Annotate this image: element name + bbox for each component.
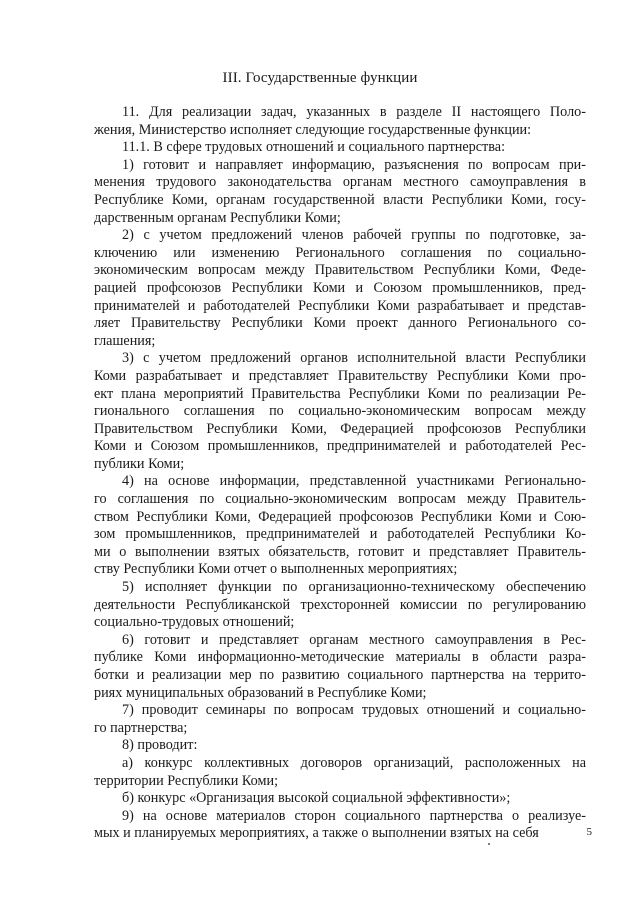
text-line: деятельности Республиканской трехсторонней комиссии по регулированию xyxy=(94,596,586,613)
text-line: 11.1. В сфере трудовых отношений и социального партнерства: xyxy=(122,139,506,156)
paragraph xyxy=(94,579,586,632)
text-line: ботки и реализации мер по развитию социального партнерства на террито- xyxy=(94,667,586,683)
text-line: 3) с учетом предложений органов исполнительной власти Республики xyxy=(122,350,586,367)
text-line: публике Коми информационно-методические материалы в области разра- xyxy=(94,649,586,666)
text-line: экономическим вопросам между Правительством Республики Коми, Феде- xyxy=(94,262,586,279)
text-line: ству Республики Коми отчет о выполненных мероприятиях; xyxy=(94,561,458,578)
text-line: 6) готовит и представляет органам местного самоуправления в Рес- xyxy=(122,631,586,648)
paragraph xyxy=(94,350,586,473)
text-line: ством Республики Коми, Федерацией профсоюзов Республики Коми и Сою- xyxy=(94,508,586,525)
paragraph xyxy=(94,473,586,579)
paragraph xyxy=(94,737,586,755)
text-line: рацией профсоюзов Республики Коми и Союзом промышленников, пред- xyxy=(94,279,586,296)
text-line: 1) готовит и направляет информацию, разъяснения по вопросам при- xyxy=(122,156,586,173)
paragraph xyxy=(94,790,586,808)
paragraph xyxy=(94,808,586,843)
text-line: 9) на основе материалов сторон социального партнерства о реализуе- xyxy=(122,807,586,824)
scan-speck xyxy=(488,843,490,845)
text-line: мых и планируемых мероприятиях, а также о выполнении взятых на себя xyxy=(94,825,539,842)
text-line: менения трудового законодательства органам местного самоуправления в xyxy=(94,174,586,191)
text-line: ляет Правительству Республики Коми проект данного Регионального со- xyxy=(94,315,586,332)
text-line: Правительством Республики Коми, Федерацией профсоюзов Республики xyxy=(94,420,586,437)
page-number: 5 xyxy=(586,826,592,838)
text-line: ект плана мероприятий Правительства Республики Коми по реализации Ре- xyxy=(94,385,586,402)
text-line: социально-трудовых отношений; xyxy=(94,614,295,631)
text-line: ми о выполнении взятых обязательств, готовит и представляет Правитель- xyxy=(94,543,586,560)
text-line: глашения; xyxy=(94,332,156,349)
body-text xyxy=(94,104,586,843)
paragraph xyxy=(94,139,586,157)
text-line: территории Республики Коми; xyxy=(94,772,279,789)
paragraph xyxy=(94,632,586,702)
text-line: принимателей и работодателей Республики Коми разрабатывает и представ- xyxy=(94,297,586,314)
paragraph xyxy=(94,227,586,350)
text-line: а) конкурс коллективных договоров организаций, расположенных на xyxy=(122,754,586,771)
text-line: жения, Министерство исполняет следующие государственные функции: xyxy=(94,121,532,138)
text-line: 7) проводит семинары по вопросам трудовых отношений и социально- xyxy=(122,702,586,719)
text-line: 5) исполняет функции по организационно-техническому обеспечению xyxy=(122,579,586,596)
text-line: публики Коми; xyxy=(94,455,185,472)
paragraph xyxy=(94,157,586,227)
text-line: ключению или изменению Регионального соглашения по социально- xyxy=(94,244,586,261)
text-line: го соглашения по социально-экономическим вопросам между Правитель- xyxy=(94,491,586,508)
paragraph xyxy=(94,702,586,737)
text-line: 4) на основе информации, представленной участниками Регионально- xyxy=(122,473,586,490)
text-line: 11. Для реализации задач, указанных в разделе II настоящего Поло- xyxy=(122,104,586,120)
text-line: риях муниципальных образований в Республике Коми; xyxy=(94,684,427,701)
text-line: б) конкурс «Организация высокой социальной эффективности»; xyxy=(122,790,511,807)
text-line: 8) проводит: xyxy=(122,737,198,754)
text-line: Коми и Союзом промышленников, предпринимателей и работодателей Рес- xyxy=(94,438,586,455)
text-line: Коми разрабатывает и представляет Правительству Республики Коми про- xyxy=(94,367,586,384)
text-line: гионального соглашения по социально-экономическим вопросам между xyxy=(94,403,586,420)
paragraph xyxy=(94,104,586,139)
text-line: Республике Коми, органам государственной власти Республики Коми, госу- xyxy=(94,191,586,208)
text-line: 2) с учетом предложений членов рабочей группы по подготовке, за- xyxy=(122,227,586,244)
text-line: зом промышленников, предпринимателей и работодателей Республики Ко- xyxy=(94,526,586,543)
paragraph xyxy=(94,755,586,790)
text-line: го партнерства; xyxy=(94,719,188,736)
text-line: дарственным органам Республики Коми; xyxy=(94,209,341,226)
section-heading: III. Государственные функции xyxy=(222,70,418,86)
